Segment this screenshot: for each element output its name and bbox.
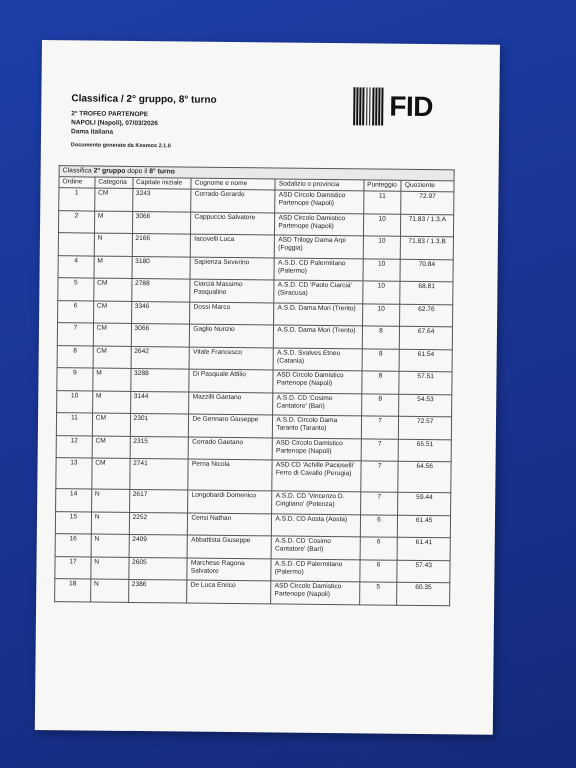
player-name-cell: Di Pasquale Attilio [189,369,273,392]
player-name-cell: Longobardi Domenico [188,490,272,513]
club-cell: ASD CD 'Achille Pacioselli' Ferro di Cavallo (Perugia) [272,460,361,492]
player-name-cell: Vitale Francesco [189,347,273,370]
score-cell: 8 [362,348,400,371]
category-cell: M [93,368,131,391]
rating-cell: 2741 [129,458,188,490]
player-name-cell: Dossi Marco [190,302,274,325]
rank-cell [58,233,94,256]
player-name-cell: Corrado Gerardo [191,189,275,212]
col-categoria-header: Categoria [95,177,133,188]
rank-cell: 13 [56,458,92,489]
rank-cell: 15 [55,511,91,534]
rating-cell: 3243 [132,188,191,211]
quotient-cell: 65.51 [399,439,452,462]
quotient-cell: 60.35 [397,582,450,605]
club-cell: A.S.D. CD 'Cosimo Cantatore' (Bari) [273,392,361,415]
player-name-cell: De Gennaro Giuseppe [189,414,273,437]
score-cell: 7 [360,492,398,515]
rank-cell: 12 [56,435,92,458]
category-cell: CM [92,413,130,436]
category-cell: CM [93,323,131,346]
player-name-cell: Corrado Gaetano [188,437,272,460]
club-cell: ASD Circolo Damistico Partenope (Napoli) [272,437,360,460]
category-cell: N [94,233,132,256]
rank-cell: 8 [57,345,93,368]
player-name-cell: Cappuccio Salvatore [191,212,275,235]
club-cell: A.S.D. CD Palermitano (Palermo) [274,257,362,280]
col-nome-header: Cognome e nome [191,178,275,190]
category-cell: M [92,391,130,414]
club-cell: A.S.D. CD 'Vincenzo D. Cirigliano' (Potenza) [272,491,360,514]
rating-cell: 2166 [132,233,191,256]
club-cell: A.S.D. CD Palermitano (Palermo) [271,558,359,581]
col-punteggio-header: Punteggio [364,180,402,191]
score-cell: 6 [360,537,398,560]
rating-cell: 2315 [130,436,189,459]
category-cell: M [94,256,132,279]
rank-cell: 4 [58,255,94,278]
game-type: Dama italiana [71,128,113,136]
club-cell: ASD Circolo Damistico Partenope (Napoli) [275,212,363,235]
col-quoziente-header: Quoziente [401,180,454,192]
club-cell: ASD Circolo Damistico Partenope (Napoli) [273,370,361,393]
club-cell: ASD Trilogy Dama Arpi (Foggia) [275,235,363,258]
rank-cell: 14 [56,489,92,512]
quotient-cell: 62.76 [400,304,453,327]
category-cell: N [91,557,129,580]
quotient-cell: 68.81 [400,281,453,304]
rank-cell: 6 [58,300,94,323]
rank-cell: 7 [57,323,93,346]
event-place-date: NAPOLI (Napoli), 07/03/2026 [71,119,158,128]
rank-cell: 17 [55,556,91,579]
generator-note: Documento generato da Kosmos 2.1.0 [70,142,171,150]
category-cell: N [91,534,129,557]
rating-cell: 3180 [132,256,191,279]
rating-cell: 2788 [131,278,190,301]
category-cell: N [91,489,129,512]
rating-cell: 3346 [131,301,190,324]
score-cell: 6 [360,514,398,537]
category-cell: CM [94,188,132,211]
score-cell: 6 [359,559,397,582]
category-cell: N [90,579,128,602]
rating-cell: 2409 [129,534,188,557]
player-name-cell: Sapienza Severino [190,257,274,280]
score-cell: 10 [362,303,400,326]
rating-cell: 2617 [129,489,188,512]
player-name-cell: Iacovelli Luca [191,234,275,257]
player-name-cell: Mazzilli Gaetano [189,392,273,415]
rank-cell: 5 [58,278,94,301]
logo-bars-icon [353,87,383,125]
score-cell: 7 [361,416,399,439]
category-cell: CM [92,436,130,459]
rank-cell: 2 [58,210,94,233]
score-cell: 7 [361,438,399,461]
category-cell: CM [93,278,131,301]
category-cell: N [91,512,129,535]
score-cell: 7 [360,461,398,492]
quotient-cell: 54.53 [399,394,452,417]
club-cell: ASD Circolo Damistico Partenope (Napoli) [275,190,363,213]
rating-cell: 3066 [132,211,191,234]
rating-cell: 2642 [131,346,190,369]
caption-group: 2° gruppo [93,167,126,175]
caption-prefix: Classifica [62,167,94,175]
category-cell: CM [93,301,131,324]
rating-cell: 3066 [131,323,190,346]
score-cell: 8 [361,393,399,416]
rating-cell: 3288 [130,368,189,391]
logo-text: FID [389,90,434,123]
category-cell: CM [93,346,131,369]
quotient-cell: 72.57 [399,416,452,439]
club-cell: A.S.D. CD Aosta (Aosta) [272,513,360,536]
score-cell: 10 [362,281,400,304]
rating-cell: 2605 [128,557,187,580]
club-cell: A.S.D. Dama Mori (Trento) [274,302,362,325]
rank-cell: 10 [57,390,93,413]
quotient-cell: 67.64 [400,326,453,349]
rating-cell: 2252 [129,512,188,535]
table-row [56,458,451,493]
fid-logo [353,87,433,126]
quotient-cell: 61.45 [398,515,451,538]
club-cell: A.S.D. Dama Mori (Trento) [274,325,362,348]
col-capitale-header: Capitale iniziale [132,177,191,189]
quotient-cell: 57.43 [397,560,450,583]
score-cell: 8 [361,371,399,394]
club-cell: A.S.D. CD 'Paolo Ciarciá' (Siracusa) [274,280,362,303]
quotient-cell: 64.56 [398,461,451,493]
category-cell: CM [92,458,130,489]
player-name-cell: Ciarciá Massimo Pasqualino [190,279,274,302]
player-name-cell: Gaglio Nunzio [190,324,274,347]
quotient-cell: 57.51 [399,371,452,394]
caption-mid: dopo il [125,167,150,176]
quotient-cell: 59.44 [398,492,451,515]
club-cell: A.S.D. CD 'Cosimo Cantatore' (Bari) [271,536,359,559]
category-cell: M [94,211,132,234]
document-sheet [35,40,500,735]
page-title: Classifica / 2° gruppo, 8° turno [71,93,217,106]
rank-cell: 18 [55,579,91,602]
rank-cell: 11 [56,413,92,436]
club-cell: A.S.D. Circolo Dama Taranto (Taranto) [273,415,361,438]
table-body [55,188,454,606]
player-name-cell: Abbattista Giuseppe [187,535,271,558]
player-name-cell: Marchese Ragona Salvatore [187,558,271,581]
player-name-cell: Perna Nicola [188,459,272,491]
col-sodalizio-header: Sodalizio o provincia [275,179,363,191]
score-cell: 10 [363,236,401,259]
score-cell: 10 [363,213,401,236]
score-cell: 11 [363,191,401,214]
quotient-cell: 70.84 [400,259,453,282]
quotient-cell: 71.83 / 1.3.A [401,214,454,237]
score-cell: 10 [363,258,401,281]
quotient-cell: 61.41 [397,537,450,560]
club-cell: A.S.D. Svalves Etneo (Catania) [273,347,361,370]
rank-cell: 16 [55,534,91,557]
rating-cell: 3144 [130,391,189,414]
col-ordine-header: Ordine [59,177,95,188]
table-row [55,579,450,606]
ranking-table [54,165,455,606]
caption-turn: 8° turno [149,168,176,176]
quotient-cell: 61.54 [399,349,452,372]
rating-cell: 2301 [130,413,189,436]
quotient-cell: 72.97 [401,191,454,214]
player-name-cell: De Luca Enrico [187,580,271,603]
club-cell: ASD Circolo Damistico Partenope (Napoli) [271,581,359,604]
score-cell: 5 [359,582,397,605]
player-name-cell: Censi Nathan [188,513,272,536]
rank-cell: 9 [57,368,93,391]
event-name: 2° TROFEO PARTENOPE [71,110,149,119]
score-cell: 8 [362,326,400,349]
rank-cell: 1 [59,188,95,211]
quotient-cell: 71.83 / 1.3.B [401,236,454,259]
rating-cell: 2386 [128,579,187,602]
